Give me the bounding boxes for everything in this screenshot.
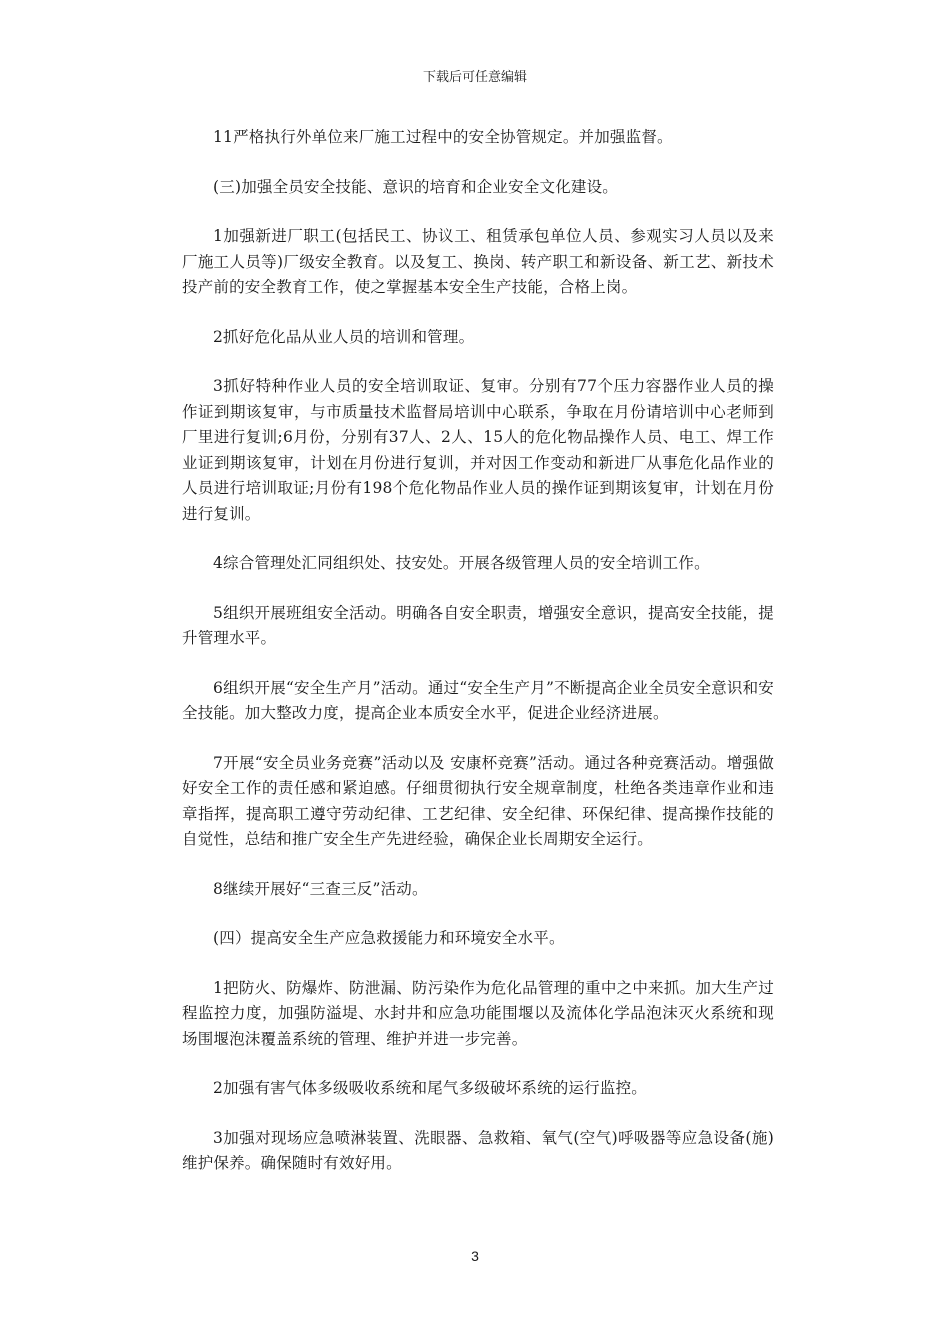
paragraph-2: 2抓好危化品从业人员的培训和管理。 <box>213 327 475 346</box>
section-heading-3: (三)加强全员安全技能、意识的培育和企业安全文化建设。 <box>213 177 618 196</box>
paragraph-4-3: 3加强对现场应急喷淋装置、洗眼器、急救箱、氧气(空气)呼吸器等应急设备(施)维护保养。确保随时有效好用。 <box>182 1128 774 1172</box>
paragraph-5: 5组织开展班组安全活动。明确各自安全职责，增强安全意识，提高安全技能，提升管理水平。 <box>182 603 774 647</box>
page-number: 3 <box>471 1248 479 1264</box>
page-header: 下载后可任意编辑 <box>422 70 527 85</box>
paragraph-4: 4综合管理处汇同组织处、技安处。开展各级管理人员的安全培训工作。 <box>213 554 710 572</box>
paragraph-4-2: 2加强有害气体多级吸收系统和尾气多级破坏系统的运行监控。 <box>213 1079 647 1097</box>
paragraph-7: 7开展“安全员业务竞赛”活动以及 安康杯竞赛”活动。通过各种竞赛活动。增强做好安全工作的责任感和紧迫感。仔细贯彻执行安全规章制度，杜绝各类违章作业和违章指挥，提高职工遵守劳动纪律、工艺纪律、安全纪律、环保纪律、提高操作技能的自觉性，总结和推广安全生产先进经验，确保企业长周期安全运行。 <box>182 753 774 848</box>
paragraph-3: 3抓好特种作业人员的安全培训取证、复审。分别有77个压力容器作业人员的操作证到期该复审，与市质量技术监督局培训中心联系，争取在月份请培训中心老师到厂里进行复训;6月份，分别有37人、2人、15人的危化物品操作人员、电工、焊工作业证到期该复审，计划在月份进行复训，并对因工作变动和新进厂从事危化品作业的人员进行培训取证;月份有198个危化物品作业人员的操作证到期该复审，计划在月份进行复训。 <box>182 377 774 523</box>
paragraph-6: 6组织开展“安全生产月”活动。通过“安全生产月”不断提高企业全员安全意识和安全技能。加大整改力度，提高企业本质安全水平，促进企业经济进展。 <box>182 678 774 722</box>
document-body <box>182 125 774 1201</box>
section-heading-4: (四）提高安全生产应急救援能力和环境安全水平。 <box>213 929 565 947</box>
paragraph-4-1: 1把防火、防爆炸、防泄漏、防污染作为危化品管理的重中之中来抓。加大生产过程监控力度，加强防溢堤、水封井和应急功能围堰以及流体化学品泡沫灭火系统和现场围堰泡沫覆盖系统的管理、维护并进一步完善。 <box>182 978 774 1048</box>
paragraph-8: 8继续开展好“三查三反”活动。 <box>213 879 428 898</box>
paragraph-1: 1加强新进厂职工(包括民工、协议工、租赁承包单位人员、参观实习人员以及来厂施工人员等)厂级安全教育。以及复工、换岗、转产职工和新设备、新工艺、新技术投产前的安全教育工作，使之掌握基本安全生产技能，合格上岗。 <box>182 227 774 296</box>
paragraph-11: 11严格执行外单位来厂施工过程中的安全协管规定。并加强监督。 <box>213 128 673 146</box>
